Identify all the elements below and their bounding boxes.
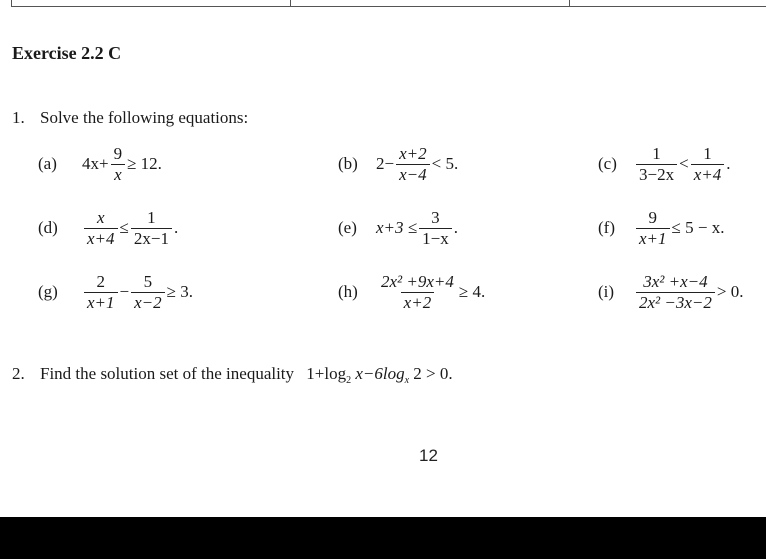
expression — [82, 145, 162, 184]
question-2 — [12, 364, 453, 386]
expression — [634, 145, 730, 184]
denominator: x−4 — [396, 164, 430, 184]
numerator: 2 — [96, 271, 106, 291]
item-label: (i) — [598, 282, 615, 301]
numerator: 1 — [652, 143, 661, 163]
denominator: x+2 — [401, 292, 435, 312]
item-label: (b) — [338, 154, 358, 173]
fraction — [131, 273, 165, 312]
item-a — [38, 136, 162, 192]
expression — [634, 273, 743, 312]
question-number: 2. — [12, 364, 25, 383]
denominator: 2x−1 — [131, 228, 172, 248]
term: . — [726, 154, 731, 173]
numerator: 3x² +x−4 — [643, 271, 708, 291]
item-label: (a) — [38, 154, 57, 173]
term: x+3 ≤ — [376, 218, 418, 237]
page-number: 12 — [419, 446, 438, 465]
item-label: (d) — [38, 218, 58, 237]
denominator: x — [111, 164, 125, 184]
numerator: 9 — [648, 207, 658, 227]
numerator: 2x² +9x+4 — [381, 271, 454, 291]
fraction — [636, 145, 677, 184]
fraction — [636, 209, 670, 248]
denominator: x+4 — [84, 228, 118, 248]
item-h — [338, 264, 485, 320]
expression — [376, 209, 458, 248]
item-g — [38, 264, 193, 320]
numerator: x+2 — [399, 143, 427, 163]
operator: − — [119, 282, 130, 301]
fraction — [419, 209, 452, 248]
item-label: (c) — [598, 154, 617, 173]
question-prompt: Find the solution set of the inequality — [40, 364, 295, 383]
term: > 0. — [716, 282, 744, 301]
fraction — [131, 209, 172, 248]
table-fragment — [11, 0, 766, 7]
term: 4x+ — [82, 154, 109, 173]
expression — [82, 273, 193, 312]
item-label: (h) — [338, 282, 358, 301]
numerator: 5 — [143, 271, 153, 291]
expression — [376, 273, 485, 312]
expression — [634, 209, 724, 248]
numerator: 9 — [113, 143, 123, 163]
term: . — [173, 218, 179, 237]
item-d — [38, 200, 178, 256]
term: ≤ 5 − x. — [671, 218, 725, 237]
log-base: x — [404, 375, 410, 386]
log-expression — [306, 364, 453, 386]
question-prompt: Solve the following equations: — [40, 108, 249, 127]
fraction — [396, 145, 430, 184]
term: < 5. — [431, 154, 459, 173]
item-label: (f) — [598, 218, 615, 237]
item-label: (e) — [338, 218, 357, 237]
denominator: 3−2x — [636, 164, 677, 184]
numerator: x — [96, 207, 105, 227]
question-number: 1. — [12, 108, 25, 127]
term: 2− — [376, 154, 395, 173]
black-bar — [0, 517, 766, 559]
table-divider — [290, 0, 291, 6]
item-f — [598, 200, 724, 256]
item-label: (g) — [38, 282, 58, 301]
table-divider — [569, 0, 570, 6]
term: ≥ 12. — [127, 154, 162, 173]
numerator: 3 — [431, 207, 440, 227]
item-b — [338, 136, 458, 192]
term: ≥ 4. — [458, 282, 486, 301]
operator: ≤ — [119, 218, 129, 237]
expression — [376, 145, 458, 184]
exercise-heading: Exercise 2.2 C — [12, 43, 122, 63]
denominator: 2x² −3x−2 — [636, 292, 715, 312]
item-i — [598, 264, 743, 320]
numerator: 1 — [703, 143, 712, 163]
question-1 — [12, 108, 248, 128]
denominator: x+1 — [84, 292, 118, 312]
item-e — [338, 200, 458, 256]
denominator: x−2 — [131, 292, 165, 312]
denominator: x+1 — [636, 228, 670, 248]
fraction — [111, 145, 126, 184]
numerator: 1 — [147, 207, 156, 227]
fraction — [84, 273, 118, 312]
fraction — [378, 273, 457, 312]
expression — [82, 209, 178, 248]
term: x−6log — [351, 364, 405, 383]
log-base: 2 — [346, 375, 352, 386]
term: 2 > 0. — [409, 364, 453, 383]
term: 1+log — [306, 364, 347, 383]
denominator: 1−x — [419, 228, 452, 248]
fraction — [636, 273, 715, 312]
term: ≥ 3. — [166, 282, 193, 301]
denominator: x+4 — [691, 164, 725, 184]
fraction — [691, 145, 725, 184]
item-c — [598, 136, 730, 192]
fraction — [84, 209, 118, 248]
operator: < — [679, 154, 689, 173]
term: . — [453, 218, 458, 237]
